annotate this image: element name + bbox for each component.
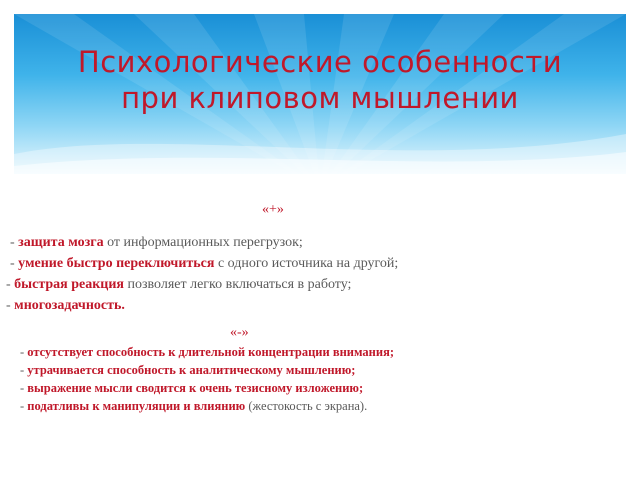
page-title bbox=[14, 44, 626, 116]
item-bold: отсутствует способность к длительной концентрации внимания; bbox=[27, 345, 395, 359]
item-bold: выражение мысли сводится к очень тезисному изложению; bbox=[27, 381, 364, 395]
item-prefix: - bbox=[10, 256, 19, 271]
item-prefix: - bbox=[20, 363, 28, 377]
item-bold: умение быстро переключиться bbox=[18, 256, 215, 271]
item-prefix: - bbox=[20, 381, 28, 395]
item-bold: защита мозга bbox=[18, 235, 104, 250]
item-rest: с одного источника на другой; bbox=[214, 256, 399, 271]
positive-item bbox=[6, 297, 125, 315]
item-prefix: - bbox=[20, 345, 28, 359]
item-prefix: - bbox=[20, 399, 28, 413]
item-rest: (жестокость с экрана). bbox=[245, 399, 368, 413]
header-banner bbox=[14, 14, 626, 174]
item-bold: быстрая реакция bbox=[14, 277, 124, 292]
item-bold: податливы к манипуляции и влиянию bbox=[27, 399, 246, 413]
title-line-2: при клиповом мышлении bbox=[121, 81, 519, 115]
minus-label: «-» bbox=[230, 325, 249, 340]
plus-label: «+» bbox=[262, 202, 284, 217]
item-bold: многозадачность. bbox=[14, 298, 125, 313]
item-bold: утрачивается способность к аналитическому мышлению; bbox=[27, 363, 356, 377]
item-prefix: - bbox=[6, 298, 15, 313]
item-rest: позволяет легко включаться в работу; bbox=[124, 277, 352, 292]
item-prefix: - bbox=[10, 235, 19, 250]
positive-item bbox=[10, 255, 398, 273]
negative-item bbox=[20, 362, 355, 379]
title-line-1: Психологические особенности bbox=[77, 45, 563, 79]
negative-item bbox=[20, 398, 367, 415]
positive-item bbox=[10, 234, 303, 252]
wave-decoration bbox=[14, 114, 626, 174]
item-prefix: - bbox=[6, 277, 15, 292]
item-rest: от информационных перегрузок; bbox=[103, 235, 303, 250]
negative-item bbox=[20, 344, 394, 361]
positive-item bbox=[6, 276, 351, 294]
negative-item bbox=[20, 380, 363, 397]
